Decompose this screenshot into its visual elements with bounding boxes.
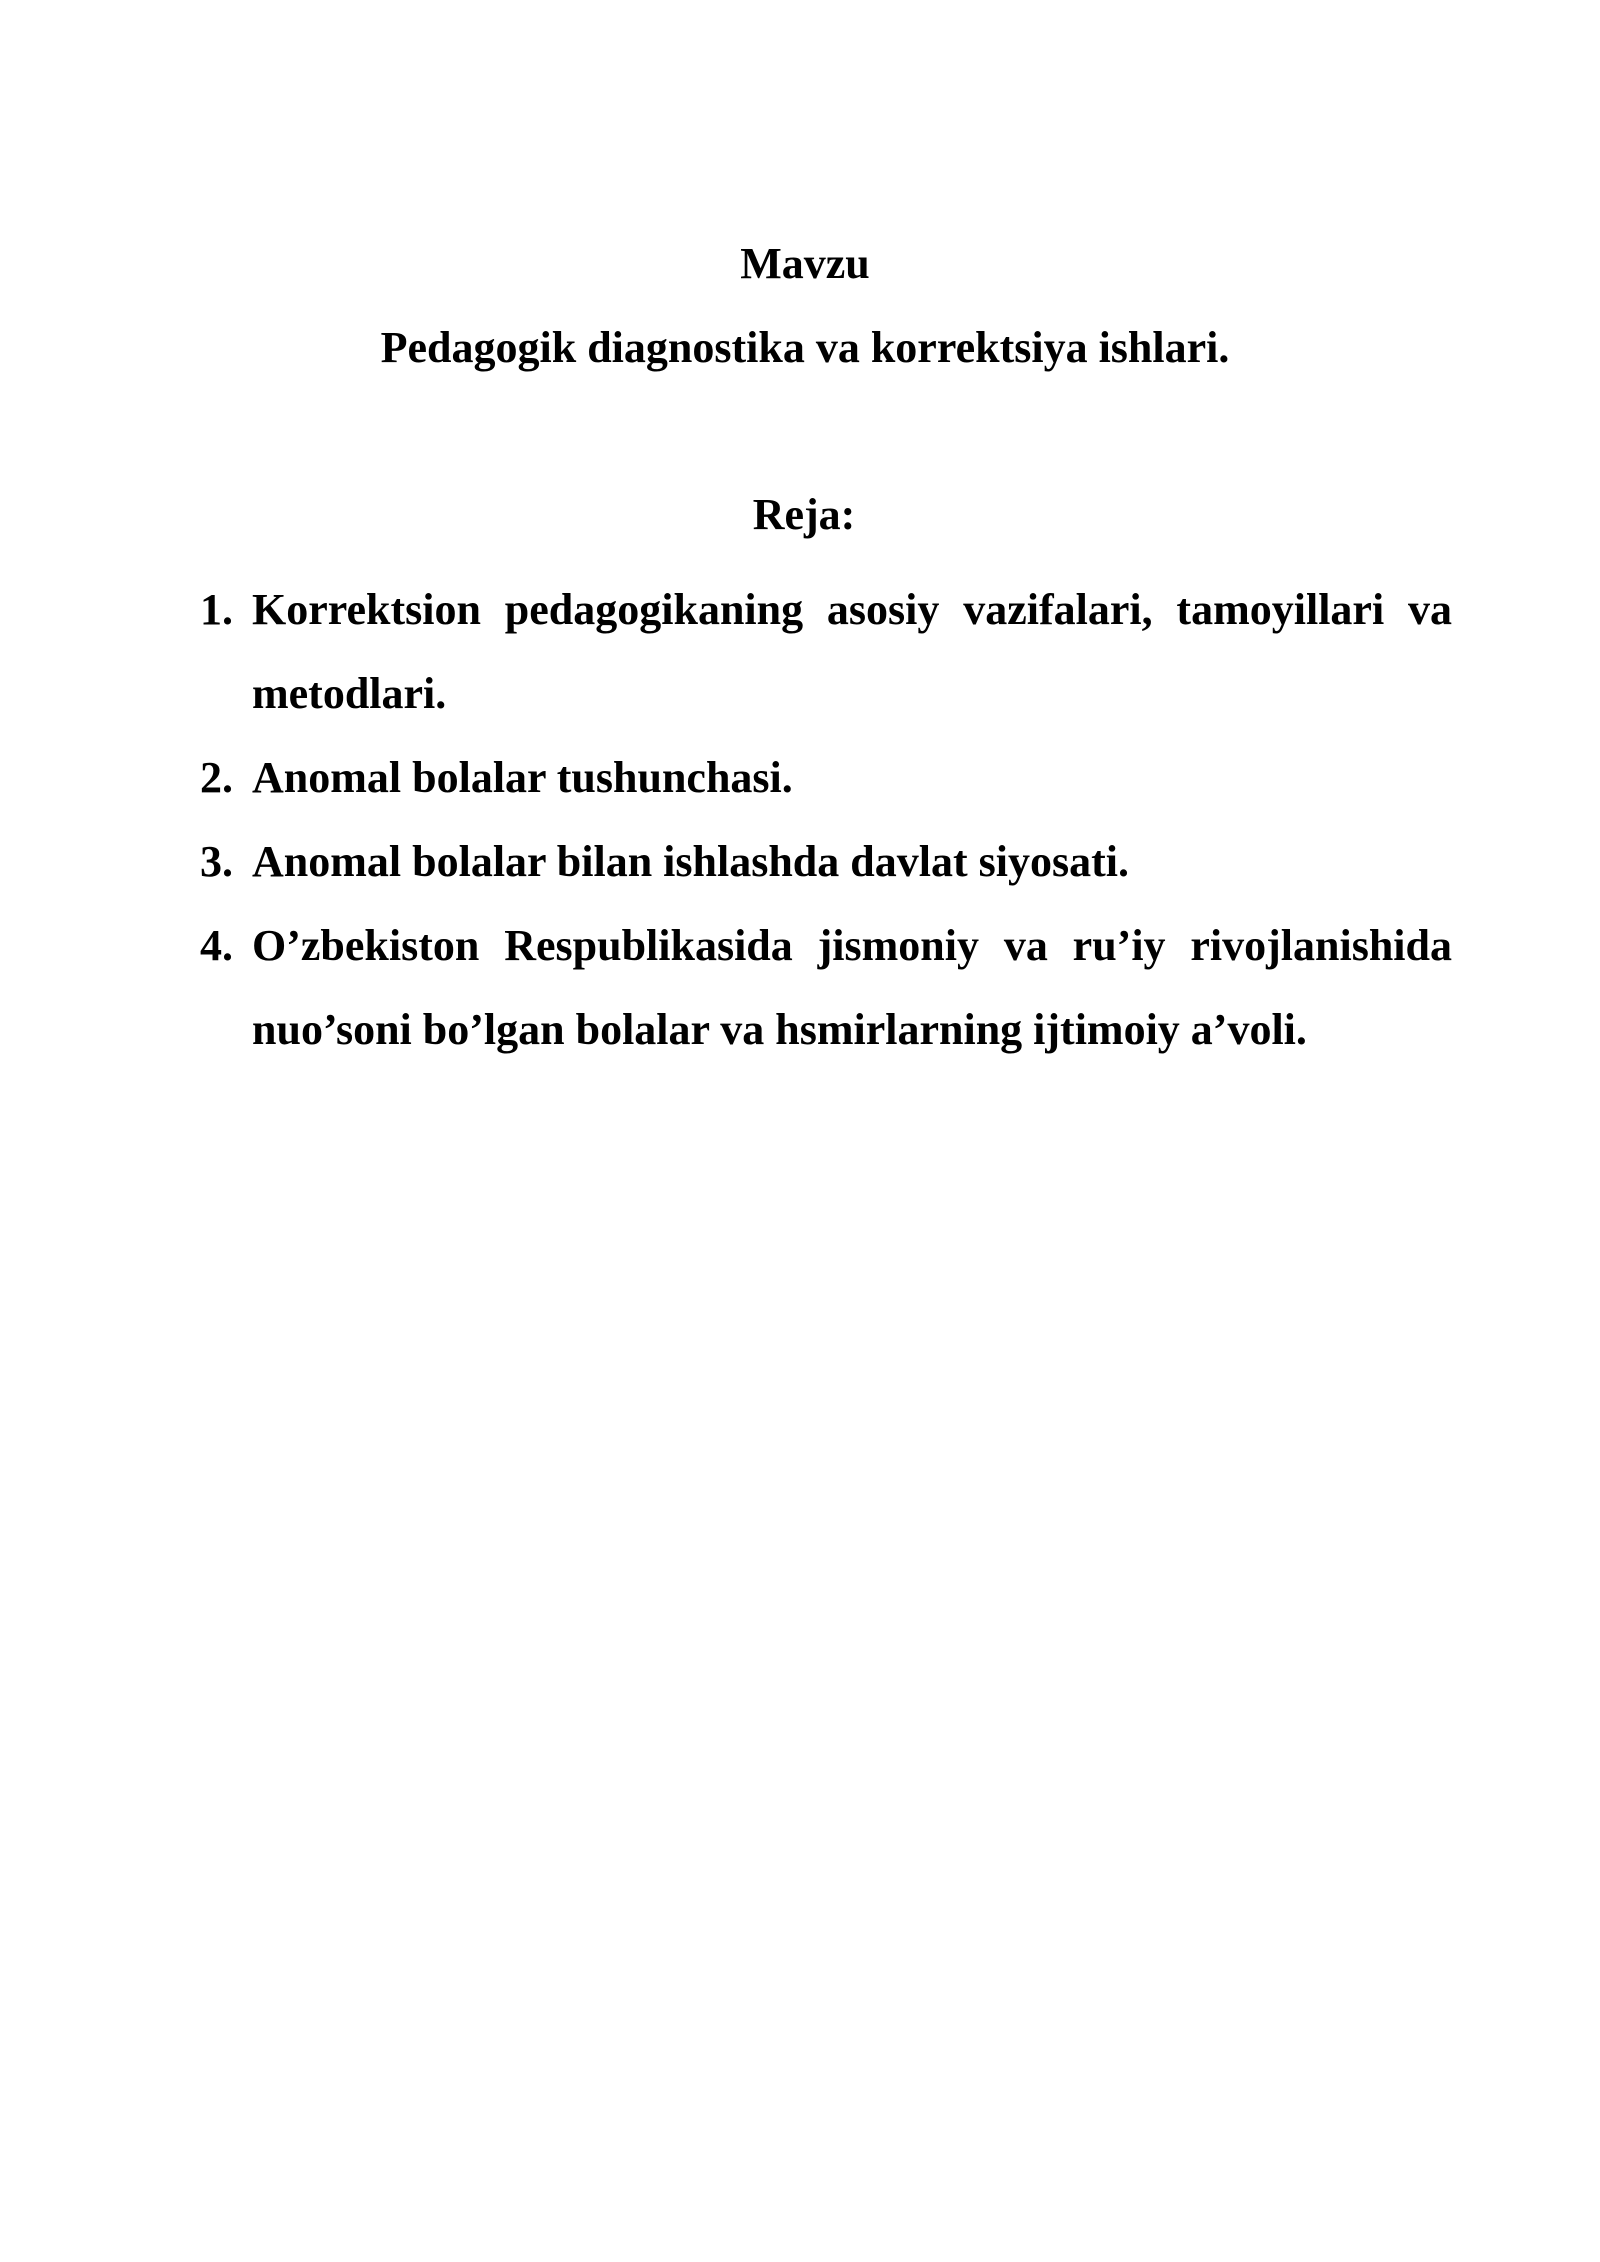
plan-item-number: 2.	[200, 753, 233, 802]
plan-item-number: 3.	[200, 837, 233, 886]
plan-label: Reja:	[752, 490, 856, 539]
plan-item-text: O’zbekiston Respublikasida jismoniy va ru’iy rivojlanishida nuo’soni bo’lgan bolalar va hsmirlarning ijtimoiy a’voli.	[252, 921, 1452, 1054]
plan-item-text: Anomal bolalar bilan ishlashda davlat siyosati.	[252, 837, 1129, 886]
plan-item-1	[0, 568, 1600, 736]
topic-label: Mavzu	[740, 239, 870, 288]
plan-item-number: 1.	[200, 585, 233, 634]
plan-item-2	[0, 736, 1600, 820]
plan-item-text: Anomal bolalar tushunchasi.	[252, 753, 793, 802]
topic-title: Pedagogik diagnostika va korrektsiya ishlari.	[380, 323, 1230, 372]
plan-item-number: 4.	[200, 921, 233, 970]
plan-item-3	[0, 820, 1600, 904]
plan-list	[0, 568, 1600, 1072]
plan-item-text: Korrektsion pedagogikaning asosiy vazifalari, tamoyillari va metodlari.	[252, 585, 1452, 718]
plan-item-4	[0, 904, 1600, 1072]
